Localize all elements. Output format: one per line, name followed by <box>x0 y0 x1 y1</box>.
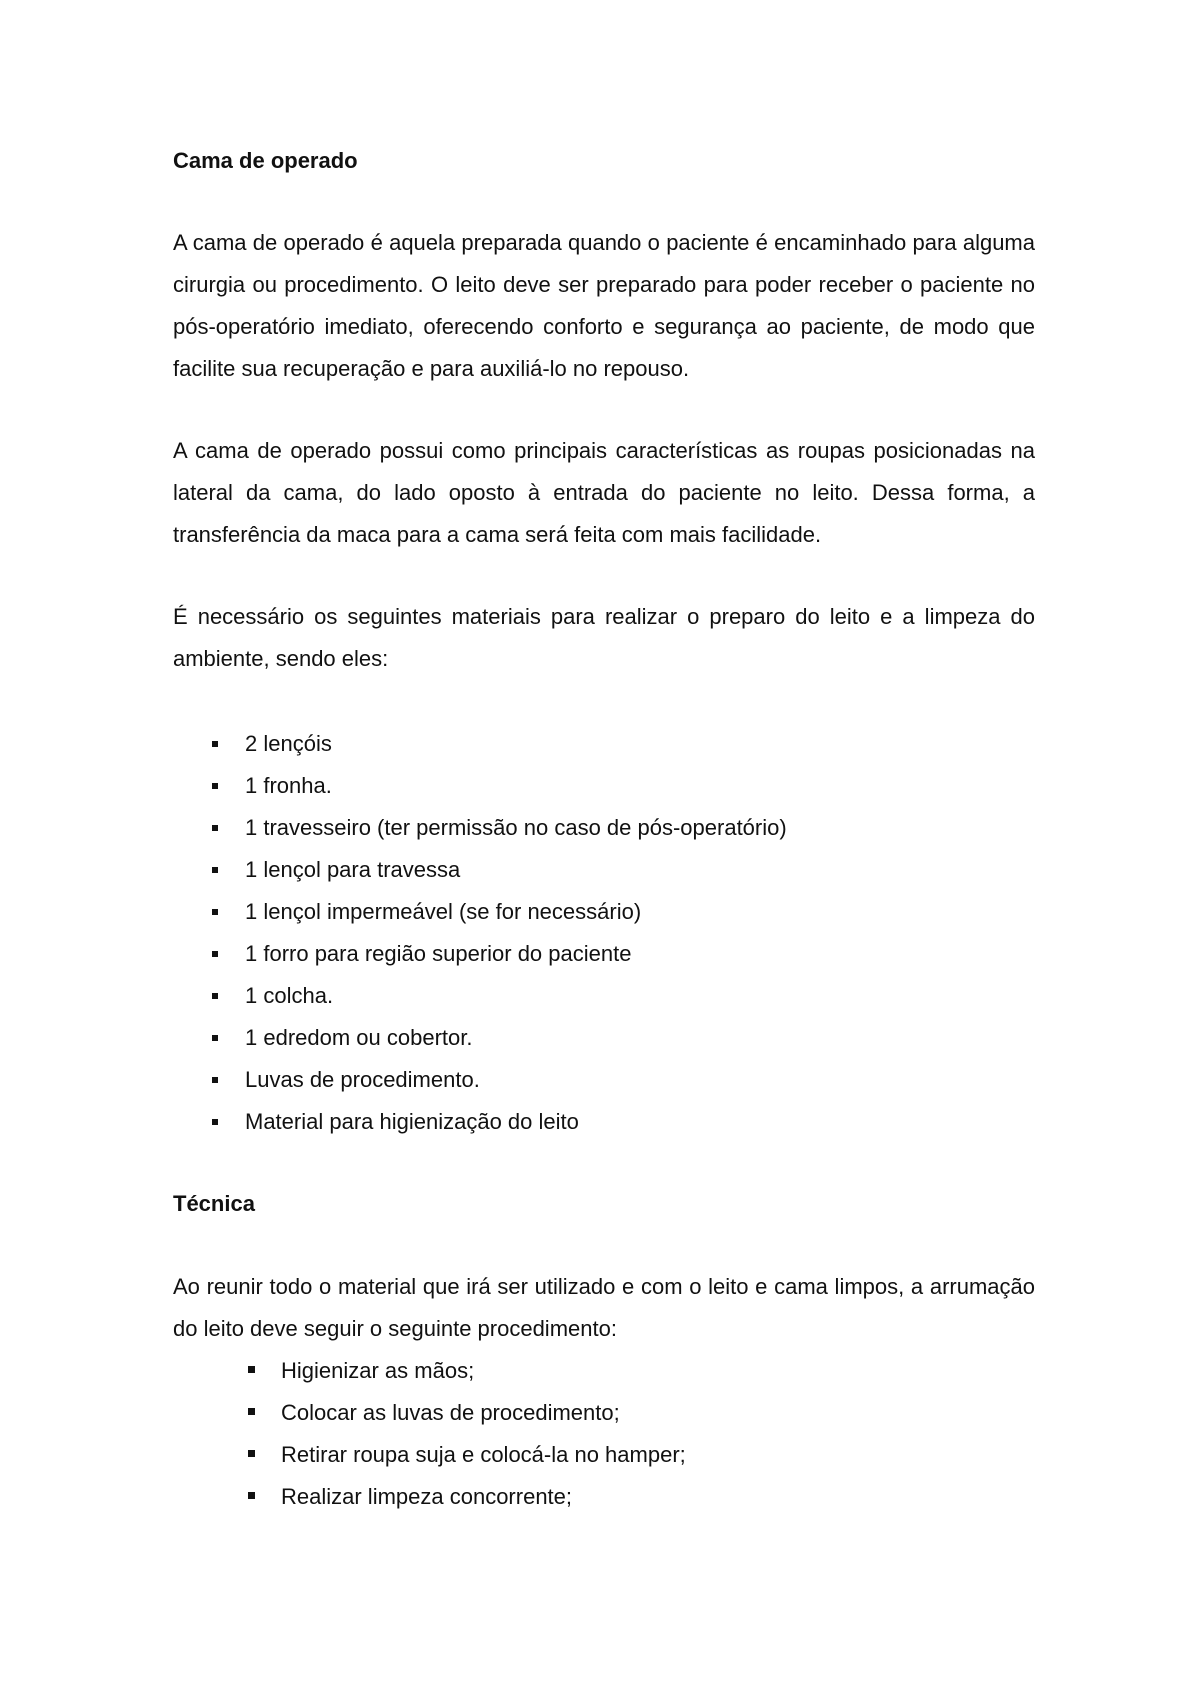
list-item-text: 2 lençóis <box>245 731 332 756</box>
list-item-text: 1 travesseiro (ter permissão no caso de pós-operatório) <box>245 815 787 840</box>
list-item-text: 1 lençol impermeável (se for necessário) <box>245 899 642 924</box>
square-bullet-icon <box>248 1408 255 1415</box>
square-bullet-icon <box>212 741 218 747</box>
list-item <box>173 1059 1035 1101</box>
square-bullet-icon <box>212 1077 218 1083</box>
list-item <box>173 1476 1035 1518</box>
list-item <box>173 1434 1035 1476</box>
document-body <box>173 140 1035 1518</box>
list-item-text: 1 colcha. <box>245 983 334 1008</box>
list-item <box>173 723 1035 765</box>
list-item-text: Realizar limpeza concorrente; <box>281 1484 573 1509</box>
list-item-text: 1 forro para região superior do paciente <box>245 941 632 966</box>
list-item-text: 1 lençol para travessa <box>245 857 461 882</box>
square-bullet-icon <box>248 1450 255 1457</box>
square-bullet-icon <box>248 1366 255 1373</box>
list-item <box>173 849 1035 891</box>
list-item <box>173 1101 1035 1143</box>
list-item <box>173 765 1035 807</box>
square-bullet-icon <box>212 867 218 873</box>
square-bullet-icon <box>212 1035 218 1041</box>
list-item-text: Luvas de procedimento. <box>245 1067 480 1092</box>
technique-heading: Técnica <box>173 1191 255 1216</box>
list-item-text: 1 edredom ou cobertor. <box>245 1025 473 1050</box>
square-bullet-icon <box>212 909 218 915</box>
list-item-text: Higienizar as mãos; <box>281 1358 475 1383</box>
materials-intro-paragraph: É necessário os seguintes materiais para realizar o preparo do leito e a limpeza do ambiente, sendo eles: <box>173 604 1035 671</box>
list-item <box>173 933 1035 975</box>
list-item <box>173 1017 1035 1059</box>
square-bullet-icon <box>212 825 218 831</box>
list-item <box>173 1350 1035 1392</box>
square-bullet-icon <box>212 993 218 999</box>
square-bullet-icon <box>212 951 218 957</box>
list-item-text: Material para higienização do leito <box>245 1109 579 1134</box>
list-item <box>173 1392 1035 1434</box>
list-item <box>173 807 1035 849</box>
characteristics-paragraph: A cama de operado possui como principais características as roupas posicionadas na lateral da cama, do lado oposto à entrada do paciente no leito. Dessa forma, a transferência da maca para a cama será feita com mais facilidade. <box>173 438 1035 547</box>
list-item <box>173 891 1035 933</box>
materials-list <box>173 723 1035 1143</box>
list-item-text: Retirar roupa suja e colocá-la no hamper; <box>281 1442 686 1467</box>
procedure-steps-list <box>173 1350 1035 1518</box>
technique-intro-paragraph: Ao reunir todo o material que irá ser utilizado e com o leito e cama limpos, a arrumação do leito deve seguir o seguinte procedimento: <box>173 1274 1035 1341</box>
square-bullet-icon <box>212 783 218 789</box>
list-item <box>173 975 1035 1017</box>
list-item-text: 1 fronha. <box>245 773 332 798</box>
list-item-text: Colocar as luvas de procedimento; <box>281 1400 620 1425</box>
document-title: Cama de operado <box>173 148 358 173</box>
square-bullet-icon <box>248 1492 255 1499</box>
square-bullet-icon <box>212 1119 218 1125</box>
intro-paragraph: A cama de operado é aquela preparada quando o paciente é encaminhado para alguma cirurgia ou procedimento. O leito deve ser preparado para poder receber o paciente no pós-operatório imediato, oferecendo conforto e segurança ao paciente, de modo que facilite sua recuperação e para auxiliá-lo no repouso. <box>173 230 1035 381</box>
